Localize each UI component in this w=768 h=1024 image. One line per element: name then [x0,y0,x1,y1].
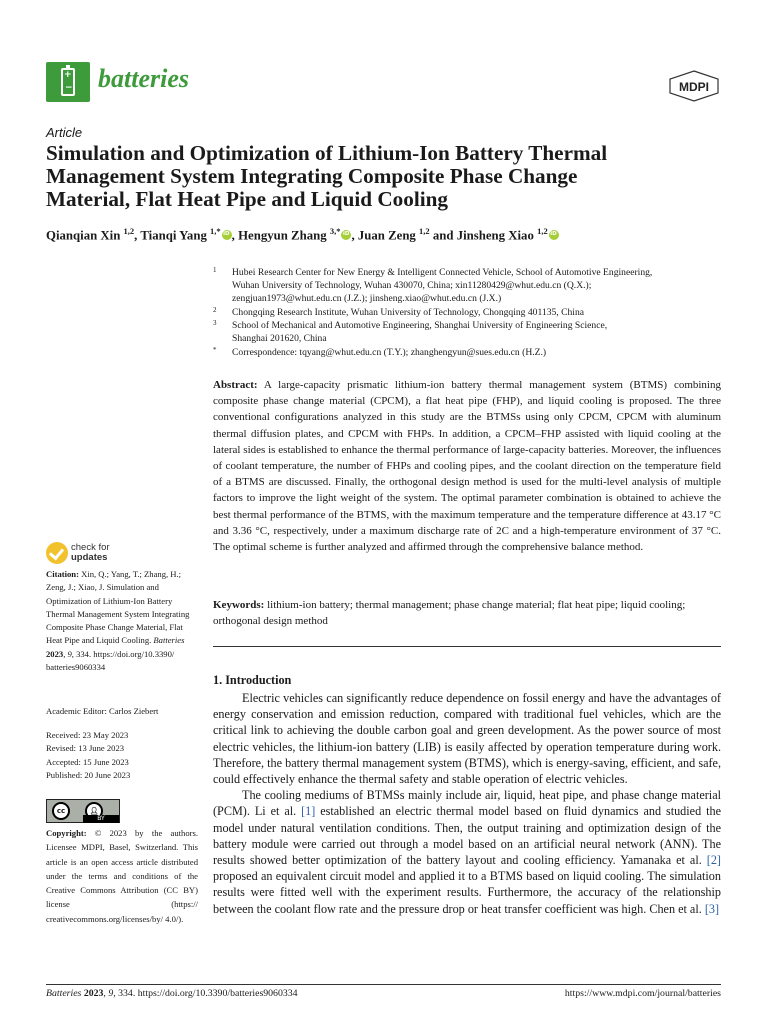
affiliation: 1 Hubei Research Center for New Energy & Intelligent Connected Vehicle, School of Automotive Engineering, Wuhan University of Technology, Wuhan 430070, China; xin11280429@whut.edu.cn (Q.X.); zengjuan1973@whut.edu.cn (J.Z.); jinsheng.xiao@whut.edu.cn (J.X.) [213,266,653,304]
orcid-icon[interactable] [549,230,559,240]
paragraph: The cooling mediums of BTMSs mainly include air, liquid, heat pipe, and phase change material (PCM). Li et al. [1] established an electric thermal model based on fluid dynamics and studied the model under natural ventilation conditions. Then, the output training and optimization design of the battery module were carried out through a model based on an artificial neural network (ANN). The results showed better optimization of the battery layout and cooling efficiency. Yamanaka et al. [2] proposed an equivalent circuit model and applied it to a BTMS based on liquid cooling. The simulation results were fitted well with the experiment results. Furthermore, the accuracy of the relationship between the coolant flow rate and the pressure drop or heat transfer coefficient was high. Chen et al. [3] [213,788,721,916]
keywords-label: Keywords: [213,599,265,611]
check-for-updates-button[interactable]: check for updates [46,542,126,568]
divider [213,646,721,647]
page-title [46,142,736,211]
copyright: Copyright: © 2023 by the authors. Licensee MDPI, Basel, Switzerland. This article is an open access article distributed under the terms and conditions of the Creative Commons Attribution (CC BY) license (https:// creativecommons.org/licenses/by/ 4.0/). [46,828,198,924]
orcid-icon[interactable] [222,230,232,240]
author-list: Qianqian Xin $^{1,2}$, Tianqi Yang $^{1,*}$iD , Hengyun Zhang $^{3,*}$iD , Juan Zeng $^{1,2}$ and Jinsheng Xiao $^{1,2}$iD [46,226,559,243]
person-icon: 👤︎ [85,802,103,820]
mdpi-logo [668,70,720,102]
keywords-text: lithium-ion battery; thermal management; phase change material; flat heat pipe; liquid cooling; orthogonal design method [213,599,686,628]
author-name: Juan Zeng [357,228,416,243]
citation-link[interactable]: [2] [706,853,721,868]
title-line: Simulation and Optimization of Lithium-Ion Battery Thermal [46,141,608,165]
footer-citation: Batteries 2023, 9, 334. https://doi.org/10.3390/batteries9060334 [46,988,298,999]
battery-icon: + − [61,68,75,96]
check-icon [46,542,68,564]
author-name: Jinsheng Xiao [456,228,534,243]
cc-icon: cc [52,802,70,820]
author-name: Hengyun Zhang [238,228,327,243]
affiliation: 2 Chongqing Research Institute, Wuhan University of Technology, Chongqing 401135, China [213,306,585,318]
abstract-text: A large-capacity prismatic lithium-ion battery thermal management system (BTMS) combining composite phase change material (CPCM), a flat heat pipe (FHP), and liquid cooling is proposed. The three conventional configurations analyzed in this study are the BTMSs using only CPCM, CPCM with aluminum thermal diffusion plates, and CPCM with FHPs. In addition, a CPCM–FHP assisted with liquid cooling at the lateral sides is established to enhance the thermal performance of large-capacity batteries. Moreover, the influences of coolant temperature, the number of FHPs and cooling pipes, and the coolant direction on the temperature field of a BTMS are discussed. Finally, the orthogonal design method is used for the multi-level analysis of multiple factors to improve the light weight of the system. The optimal parameter combination is obtained to achieve the best thermal performance of the BTMS, with the maximum temperature and the temperature difference at 43.17 °C and 3.36 °C, respectively, under a maximum discharge rate of 2C and a high-temperature environment of 37 °C. The optimal scheme is further analyzed and affirmed through the comprehensive balance method. [213,379,721,554]
article-type: Article [46,125,83,140]
publication-dates: Received: 23 May 2023 Revised: 13 June 2023 Accepted: 15 June 2023 Published: 20 June 2023 [46,730,131,780]
citation-link[interactable]: [1] [301,804,316,819]
journal-name: batteries [98,64,189,93]
journal-url[interactable]: https://www.mdpi.com/journal/batteries [564,988,721,999]
keywords [213,597,721,629]
title-line: Management System Integrating Composite Phase Change [46,164,578,188]
paragraph: Electric vehicles can significantly reduce dependence on fossil energy and have the advantages of energy conservation and emission reduction, compared with traditional fuel vehicles, which are the critical link to achieving the double carbon goal and green development. As the power source of most electric vehicles, the lithium-ion battery (LIB) is easily affected by operation temperature during work. Therefore, the battery thermal management system (BTMS), which is energy-saving, efficient, and safe, could effectively enhance the thermal safety and stable operation of electric vehicles. [213,691,721,787]
orcid-icon[interactable] [341,230,351,240]
academic-editor: Academic Editor: Carlos Ziebert [46,706,159,716]
footer-divider [46,984,721,985]
body-text [213,690,721,917]
author-name: Tianqi Yang [140,228,207,243]
author-name: Qianqian Xin [46,228,121,243]
journal-logo [46,62,90,102]
abstract [213,377,721,555]
section-heading: 1. Introduction [213,673,292,687]
affiliation: 3 School of Mechanical and Automotive Engineering, Shanghai University of Engineering Science, Shanghai 201620, China [213,319,608,344]
abstract-label: Abstract: [213,379,258,391]
cc-license-badge[interactable]: cc 👤︎ BY [46,799,120,823]
citation-link[interactable]: [3] [704,901,720,916]
correspondence: * Correspondence: tqyang@whut.edu.cn (T.Y.); zhanghengyun@sues.edu.cn (H.Z.) [213,346,547,358]
title-line: Material, Flat Heat Pipe and Liquid Cooling [46,187,448,211]
svg-text:MDPI: MDPI [679,80,709,94]
citation-block: Citation: Xin, Q.; Yang, T.; Zhang, H.; Zeng, J.; Xiao, J. Simulation and Optimization of Lithium-Ion Battery Thermal Management System Integrating Composite Phase Change Material, Flat Heat Pipe and Liquid Cooling. Batteries 2023, 9, 334. https://doi.org/10.3390/ batteries9060334 [46,569,190,673]
